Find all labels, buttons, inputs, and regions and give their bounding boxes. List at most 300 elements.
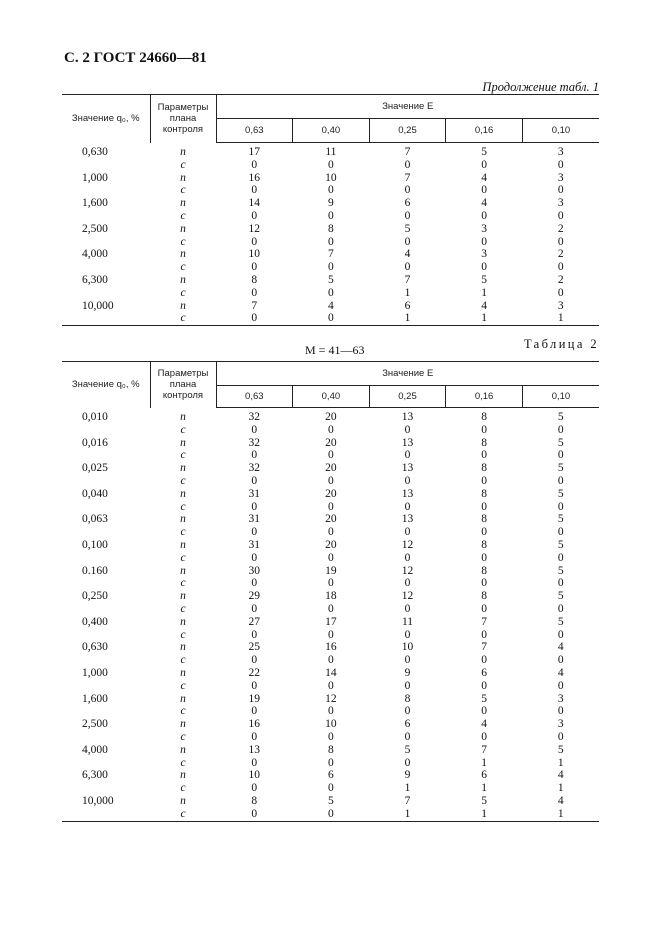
table-row <box>62 526 599 539</box>
value-cell: 0 <box>557 158 564 171</box>
param-cell: n <box>180 513 186 526</box>
value-cell: 7 <box>481 743 487 756</box>
q0-cell <box>62 808 150 821</box>
value-cell: 31 <box>248 513 261 526</box>
value-cell: 1 <box>369 808 446 821</box>
value-cell: 0 <box>557 500 564 513</box>
value-cell: 13 <box>401 411 414 423</box>
value-cell: 0 <box>557 474 564 487</box>
value-cell: 6 <box>404 197 411 210</box>
q0-cell: 0,016 <box>82 436 108 449</box>
value-cell: 7 <box>481 641 487 654</box>
value-cell: 1 <box>481 286 487 299</box>
value-cell: 0 <box>557 705 564 718</box>
table-row <box>62 641 599 654</box>
table-row <box>62 782 599 795</box>
param-cell: n <box>180 615 186 628</box>
value-cell: 0 <box>557 730 564 743</box>
value-cell: 0 <box>251 184 258 197</box>
value-cell: 3 <box>557 299 564 312</box>
value-cell: 0 <box>328 551 334 564</box>
value-cell: 4 <box>404 248 411 261</box>
value-cell: 20 <box>325 436 337 449</box>
value-cell: 0 <box>328 261 334 274</box>
table-2-condition: M = 41—63 <box>305 343 365 357</box>
value-cell: 0 <box>481 261 487 274</box>
value-cell: 0 <box>328 628 334 641</box>
table-row <box>62 705 599 718</box>
value-cell: 4 <box>481 197 487 210</box>
q0-cell: 0,630 <box>82 641 108 654</box>
table-row <box>62 408 599 424</box>
table-row <box>62 667 599 680</box>
value-cell: 0 <box>251 602 258 615</box>
q0-cell <box>62 526 150 539</box>
value-cell: 1 <box>446 808 523 821</box>
q0-cell: 0,025 <box>82 462 108 475</box>
value-cell: 0 <box>557 235 564 248</box>
q0-cell: 4,000 <box>82 743 108 756</box>
table-row <box>62 210 599 223</box>
value-cell: 20 <box>325 462 337 475</box>
value-cell: 6 <box>481 666 487 679</box>
value-cell: 9 <box>404 769 411 782</box>
value-cell: 13 <box>401 462 414 475</box>
value-cell: 0 <box>328 286 334 299</box>
param-cell: n <box>180 641 186 654</box>
value-cell: 0 <box>404 602 411 615</box>
param-cell: n <box>180 248 186 261</box>
param-cell: c <box>180 628 186 641</box>
value-cell: 8 <box>251 794 258 807</box>
value-cell: 2 <box>557 222 564 235</box>
value-cell: 12 <box>401 564 414 577</box>
value-cell: 13 <box>401 487 414 500</box>
param-cell: c <box>180 782 186 795</box>
q0-cell: 0,100 <box>82 538 108 551</box>
table-row <box>62 236 599 249</box>
q0-cell: 2,500 <box>82 222 108 235</box>
header-e-value: 0,63 <box>216 386 293 408</box>
value-cell: 0 <box>481 551 487 564</box>
param-cell: c <box>180 679 186 692</box>
value-cell: 20 <box>325 487 337 500</box>
value-cell: 0 <box>328 654 334 667</box>
value-cell: 0 <box>328 235 334 248</box>
q0-cell: 0,010 <box>82 410 108 423</box>
value-cell: 7 <box>404 273 411 286</box>
value-cell: 5 <box>481 794 487 807</box>
table-row <box>62 795 599 808</box>
table-row <box>62 424 599 437</box>
value-cell: 5 <box>328 273 334 286</box>
value-cell: 0 <box>404 184 411 197</box>
header-e-value: 0,16 <box>446 386 523 408</box>
table-row <box>62 449 599 462</box>
value-cell: 0 <box>557 654 564 667</box>
value-cell: 10 <box>325 171 337 184</box>
value-cell: 5 <box>481 273 487 286</box>
value-cell: 0 <box>404 551 411 564</box>
value-cell: 0 <box>251 500 258 513</box>
value-cell: 0 <box>328 526 334 539</box>
value-cell: 8 <box>481 564 487 577</box>
value-cell: 0 <box>251 654 258 667</box>
value-cell: 0 <box>328 184 334 197</box>
value-cell: 0 <box>404 654 411 667</box>
q0-cell <box>62 475 150 488</box>
param-cell: c <box>180 235 186 248</box>
param-cell: c <box>180 286 186 299</box>
q0-cell <box>62 680 150 693</box>
value-cell: 7 <box>481 615 487 628</box>
param-cell: c <box>180 602 186 615</box>
table-row <box>62 539 599 552</box>
q0-cell <box>62 654 150 667</box>
header-params: Параметры плана контроля <box>150 95 216 143</box>
value-cell: 8 <box>404 692 411 705</box>
header-e-value: 0,63 <box>216 119 293 143</box>
value-cell: 8 <box>481 590 487 603</box>
param-cell: n <box>180 590 186 603</box>
param-cell: n <box>180 666 186 679</box>
header-q0: Значение q₀, % <box>62 95 150 143</box>
table-row <box>62 437 599 450</box>
q0-cell: 0,063 <box>82 513 108 526</box>
value-cell: 32 <box>248 411 261 423</box>
value-cell: 0 <box>328 705 334 718</box>
table-row <box>62 248 599 261</box>
value-cell: 5 <box>557 411 564 423</box>
param-cell: c <box>180 500 186 513</box>
table-row <box>62 757 599 770</box>
value-cell: 12 <box>325 692 337 705</box>
table-row <box>62 731 599 744</box>
table-row <box>62 513 599 526</box>
value-cell: 4 <box>481 171 487 184</box>
q0-cell <box>62 782 150 795</box>
value-cell: 0 <box>251 261 258 274</box>
q0-cell: 1,600 <box>82 692 108 705</box>
param-cell: c <box>180 474 186 487</box>
param-cell: c <box>180 705 186 718</box>
table-row <box>62 261 599 274</box>
value-cell: 0 <box>404 679 411 692</box>
param-cell: c <box>180 756 186 769</box>
value-cell: 0 <box>481 209 487 222</box>
value-cell: 0 <box>557 286 564 299</box>
value-cell: 0 <box>328 209 334 222</box>
q0-cell: 2,500 <box>82 718 108 731</box>
value-cell: 0 <box>404 628 411 641</box>
value-cell: 8 <box>251 273 258 286</box>
value-cell: 1 <box>446 312 523 325</box>
param-cell: c <box>180 526 186 539</box>
param-cell: c <box>180 654 186 667</box>
value-cell: 31 <box>248 538 261 551</box>
value-cell: 0 <box>251 474 258 487</box>
value-cell: 4 <box>557 769 564 782</box>
q0-cell <box>62 705 150 718</box>
value-cell: 5 <box>557 436 564 449</box>
param-cell: c <box>150 808 216 821</box>
param-cell: n <box>180 222 186 235</box>
value-cell: 5 <box>557 462 564 475</box>
value-cell: 0 <box>557 261 564 274</box>
param-cell: n <box>180 171 186 184</box>
value-cell: 0 <box>481 474 487 487</box>
value-cell: 5 <box>404 743 411 756</box>
q0-cell <box>62 501 150 514</box>
value-cell: 0 <box>328 423 334 436</box>
value-cell: 5 <box>557 590 564 603</box>
value-cell: 0 <box>216 312 293 325</box>
table-row <box>62 197 599 210</box>
q0-cell <box>62 159 150 172</box>
value-cell: 0 <box>328 602 334 615</box>
q0-cell: 6,300 <box>82 769 108 782</box>
value-cell: 5 <box>481 692 487 705</box>
q0-cell <box>62 731 150 744</box>
value-cell: 0 <box>481 628 487 641</box>
value-cell: 0 <box>481 184 487 197</box>
value-cell: 0 <box>404 526 411 539</box>
table-row <box>62 462 599 475</box>
value-cell: 30 <box>248 564 261 577</box>
q0-cell <box>62 577 150 590</box>
value-cell: 8 <box>481 513 487 526</box>
table-row <box>62 744 599 757</box>
value-cell: 1 <box>481 756 487 769</box>
value-cell: 0 <box>251 551 258 564</box>
value-cell: 20 <box>325 538 337 551</box>
table-row <box>62 769 599 782</box>
value-cell: 0 <box>328 730 334 743</box>
value-cell: 16 <box>248 718 261 731</box>
value-cell: 0 <box>404 209 411 222</box>
value-cell: 11 <box>325 146 337 158</box>
param-cell: n <box>180 718 186 731</box>
q0-cell <box>62 210 150 223</box>
value-cell: 0 <box>557 184 564 197</box>
value-cell: 0 <box>251 449 258 462</box>
value-cell: 0 <box>481 654 487 667</box>
value-cell: 2 <box>557 273 564 286</box>
table-row <box>62 680 599 693</box>
value-cell: 5 <box>557 615 564 628</box>
table-row <box>62 808 599 821</box>
value-cell: 0 <box>404 261 411 274</box>
param-cell: c <box>180 449 186 462</box>
value-cell: 32 <box>248 436 261 449</box>
value-cell: 0 <box>328 449 334 462</box>
q0-cell <box>62 449 150 462</box>
value-cell: 6 <box>481 769 487 782</box>
value-cell: 0 <box>557 551 564 564</box>
value-cell: 8 <box>481 462 487 475</box>
table-row <box>62 159 599 172</box>
page-header: С. 2 ГОСТ 24660—81 <box>64 50 207 66</box>
q0-cell <box>62 757 150 770</box>
value-cell: 20 <box>325 513 337 526</box>
header-e-value: 0,25 <box>369 119 446 143</box>
value-cell: 7 <box>404 146 411 158</box>
value-cell: 0 <box>328 500 334 513</box>
value-cell: 1 <box>522 312 599 325</box>
value-cell: 10 <box>325 718 337 731</box>
value-cell: 0 <box>251 235 258 248</box>
param-cell: c <box>180 261 186 274</box>
value-cell: 0 <box>251 705 258 718</box>
value-cell: 5 <box>557 743 564 756</box>
value-cell: 27 <box>248 615 261 628</box>
header-e-value: 0,40 <box>293 386 370 408</box>
q0-cell: 0.160 <box>82 564 108 577</box>
param-cell: c <box>180 209 186 222</box>
value-cell: 3 <box>557 146 564 158</box>
value-cell: 3 <box>557 171 564 184</box>
value-cell: 9 <box>404 666 411 679</box>
value-cell: 0 <box>404 730 411 743</box>
value-cell: 0 <box>404 756 411 769</box>
value-cell: 1 <box>481 782 487 795</box>
param-cell: n <box>180 462 186 475</box>
param-cell: n <box>180 564 186 577</box>
value-cell: 17 <box>325 615 337 628</box>
table-row <box>62 565 599 578</box>
value-cell: 0 <box>328 577 334 590</box>
value-cell: 6 <box>404 299 411 312</box>
table-row <box>62 184 599 197</box>
q0-cell: 6,300 <box>82 273 108 286</box>
value-cell: 1 <box>557 756 564 769</box>
q0-cell: 0,630 <box>82 145 108 158</box>
table-row <box>62 488 599 501</box>
value-cell: 9 <box>328 197 334 210</box>
table-row <box>62 475 599 488</box>
value-cell: 4 <box>557 666 564 679</box>
q0-cell: 1,600 <box>82 197 108 210</box>
q0-cell: 10,000 <box>82 794 114 807</box>
value-cell: 1 <box>404 286 411 299</box>
q0-cell <box>62 236 150 249</box>
value-cell: 1 <box>404 782 411 795</box>
value-cell: 4 <box>481 718 487 731</box>
value-cell: 31 <box>248 487 261 500</box>
value-cell: 16 <box>248 171 261 184</box>
q0-cell: 0,250 <box>82 590 108 603</box>
param-cell: c <box>180 577 186 590</box>
value-cell: 0 <box>328 782 334 795</box>
value-cell: 0 <box>216 808 293 821</box>
table-row <box>62 300 599 313</box>
value-cell: 0 <box>404 705 411 718</box>
value-cell: 5 <box>557 487 564 500</box>
value-cell: 0 <box>557 449 564 462</box>
value-cell: 0 <box>328 756 334 769</box>
value-cell: 5 <box>328 794 334 807</box>
value-cell: 4 <box>557 641 564 654</box>
q0-cell <box>62 552 150 565</box>
q0-cell <box>62 312 150 325</box>
q0-cell: 1,000 <box>82 171 108 184</box>
value-cell: 13 <box>248 743 261 756</box>
value-cell: 8 <box>481 487 487 500</box>
value-cell: 1 <box>557 782 564 795</box>
value-cell: 0 <box>481 679 487 692</box>
value-cell: 0 <box>481 730 487 743</box>
q0-cell: 10,000 <box>82 299 114 312</box>
table-row <box>62 501 599 514</box>
value-cell: 10 <box>401 641 414 654</box>
header-e-value: 0,40 <box>293 119 370 143</box>
value-cell: 14 <box>325 666 337 679</box>
q0-cell: 4,000 <box>82 248 108 261</box>
value-cell: 4 <box>557 794 564 807</box>
value-cell: 0 <box>404 474 411 487</box>
value-cell: 2 <box>557 248 564 261</box>
header-e-value: 0,10 <box>522 119 599 143</box>
value-cell: 0 <box>251 730 258 743</box>
value-cell: 3 <box>557 718 564 731</box>
value-cell: 0 <box>481 500 487 513</box>
table-row <box>62 654 599 667</box>
value-cell: 3 <box>481 248 487 261</box>
value-cell: 0 <box>251 577 258 590</box>
table-row <box>62 629 599 642</box>
value-cell: 0 <box>557 602 564 615</box>
value-cell: 7 <box>404 171 411 184</box>
value-cell: 5 <box>557 513 564 526</box>
table-2-label: Таблица 2 <box>523 337 599 351</box>
param-cell: n <box>180 692 186 705</box>
param-cell: n <box>180 538 186 551</box>
param-cell: n <box>180 436 186 449</box>
param-cell: n <box>180 743 186 756</box>
header-q0: Значение q₀, % <box>62 362 150 408</box>
value-cell: 0 <box>557 679 564 692</box>
value-cell: 19 <box>325 564 337 577</box>
value-cell: 12 <box>401 538 414 551</box>
header-e-value: 0,10 <box>522 386 599 408</box>
value-cell: 20 <box>325 411 337 423</box>
value-cell: 12 <box>401 590 414 603</box>
value-cell: 0 <box>328 679 334 692</box>
value-cell: 1 <box>369 312 446 325</box>
value-cell: 29 <box>248 590 261 603</box>
value-cell: 0 <box>404 423 411 436</box>
value-cell: 0 <box>251 209 258 222</box>
param-cell: c <box>180 184 186 197</box>
value-cell: 0 <box>404 500 411 513</box>
value-cell: 13 <box>401 436 414 449</box>
value-cell: 7 <box>328 248 334 261</box>
value-cell: 5 <box>557 538 564 551</box>
value-cell: 7 <box>404 794 411 807</box>
value-cell: 6 <box>328 769 334 782</box>
param-cell: c <box>150 312 216 325</box>
table-row <box>62 312 599 325</box>
q0-cell <box>62 603 150 616</box>
value-cell: 8 <box>481 411 487 423</box>
value-cell: 17 <box>248 146 261 158</box>
table-1-continuation <box>62 94 599 326</box>
value-cell: 0 <box>557 209 564 222</box>
value-cell: 0 <box>293 312 370 325</box>
table-row <box>62 603 599 616</box>
table-row <box>62 223 599 236</box>
q0-cell: 0,040 <box>82 487 108 500</box>
